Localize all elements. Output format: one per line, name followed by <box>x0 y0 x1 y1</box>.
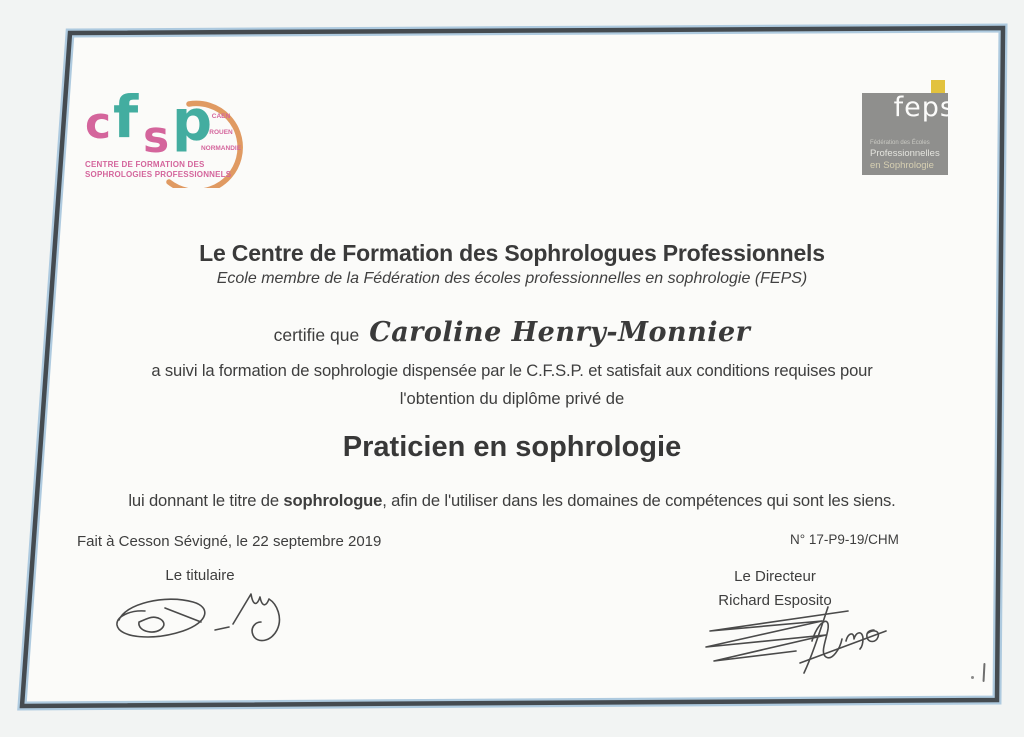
cfsp-letter-s: s <box>143 112 170 163</box>
body-line-2: l'obtention du diplôme privé de <box>399 389 625 408</box>
grant-title-bold: sophrologue <box>283 491 383 510</box>
cfsp-tagline <box>85 160 231 180</box>
director-signature <box>700 601 890 676</box>
certificate-number: N° 17-P9-19/CHM <box>790 532 899 547</box>
cfsp-tagline-line2: SOPHROLOGIES PROFESSIONNELS <box>85 170 232 179</box>
feps-acronym: feps <box>893 92 955 123</box>
issuer-subtitle: Ecole membre de la Fédération des écoles professionnelles en sophrologie (FEPS) <box>216 270 808 287</box>
place-date: Fait à Cesson Sévigné, le 22 septembre 2019 <box>77 533 382 550</box>
feps-caption <box>870 139 940 172</box>
certify-label: certifie que <box>273 325 360 345</box>
grant-line <box>0 491 1024 511</box>
cfsp-letter-f: f <box>113 83 139 151</box>
director-name: Richard Esposito <box>718 592 832 609</box>
scan-mark-line <box>983 663 986 682</box>
director-label: Le Directeur <box>734 568 816 585</box>
grant-prefix: lui donnant le titre de <box>128 491 284 510</box>
cfsp-region-caen: CAEN <box>211 113 231 120</box>
diploma-title: Praticien en sophrologie <box>342 431 682 463</box>
cfsp-letter-c: c <box>85 98 112 149</box>
feps-caption-line1: Fédération des Écoles <box>870 140 930 146</box>
issuer-title: Le Centre de Formation des Sophrologues Professionnels <box>199 240 825 266</box>
grant-suffix: , afin de l'utiliser dans les domaines de compétences qui sont les siens. <box>382 491 896 510</box>
holder-label: Le titulaire <box>165 567 235 584</box>
cfsp-tagline-line1: CENTRE DE FORMATION DES <box>85 160 205 169</box>
cfsp-letter-p: p <box>172 89 213 154</box>
feps-caption-line2: Professionnelles <box>870 148 940 159</box>
cfsp-logo <box>85 83 253 188</box>
scan-mark-dot <box>971 676 974 679</box>
cfsp-region-rouen: ROUEN <box>209 129 233 136</box>
recipient-name: Caroline Henry-Monnier <box>369 317 751 348</box>
feps-gray-square <box>862 92 955 175</box>
feps-caption-line3: en Sophrologie <box>870 160 934 171</box>
body-line-1: a suivi la formation de sophrologie dispensée par le C.F.S.P. et satisfait aux conditions requises pour <box>151 361 873 380</box>
cfsp-region-text <box>197 109 245 157</box>
cfsp-region-normandie: NORMANDIE <box>200 145 242 152</box>
holder-signature <box>105 578 285 663</box>
feps-logo <box>858 78 960 182</box>
certify-row <box>0 317 1024 348</box>
